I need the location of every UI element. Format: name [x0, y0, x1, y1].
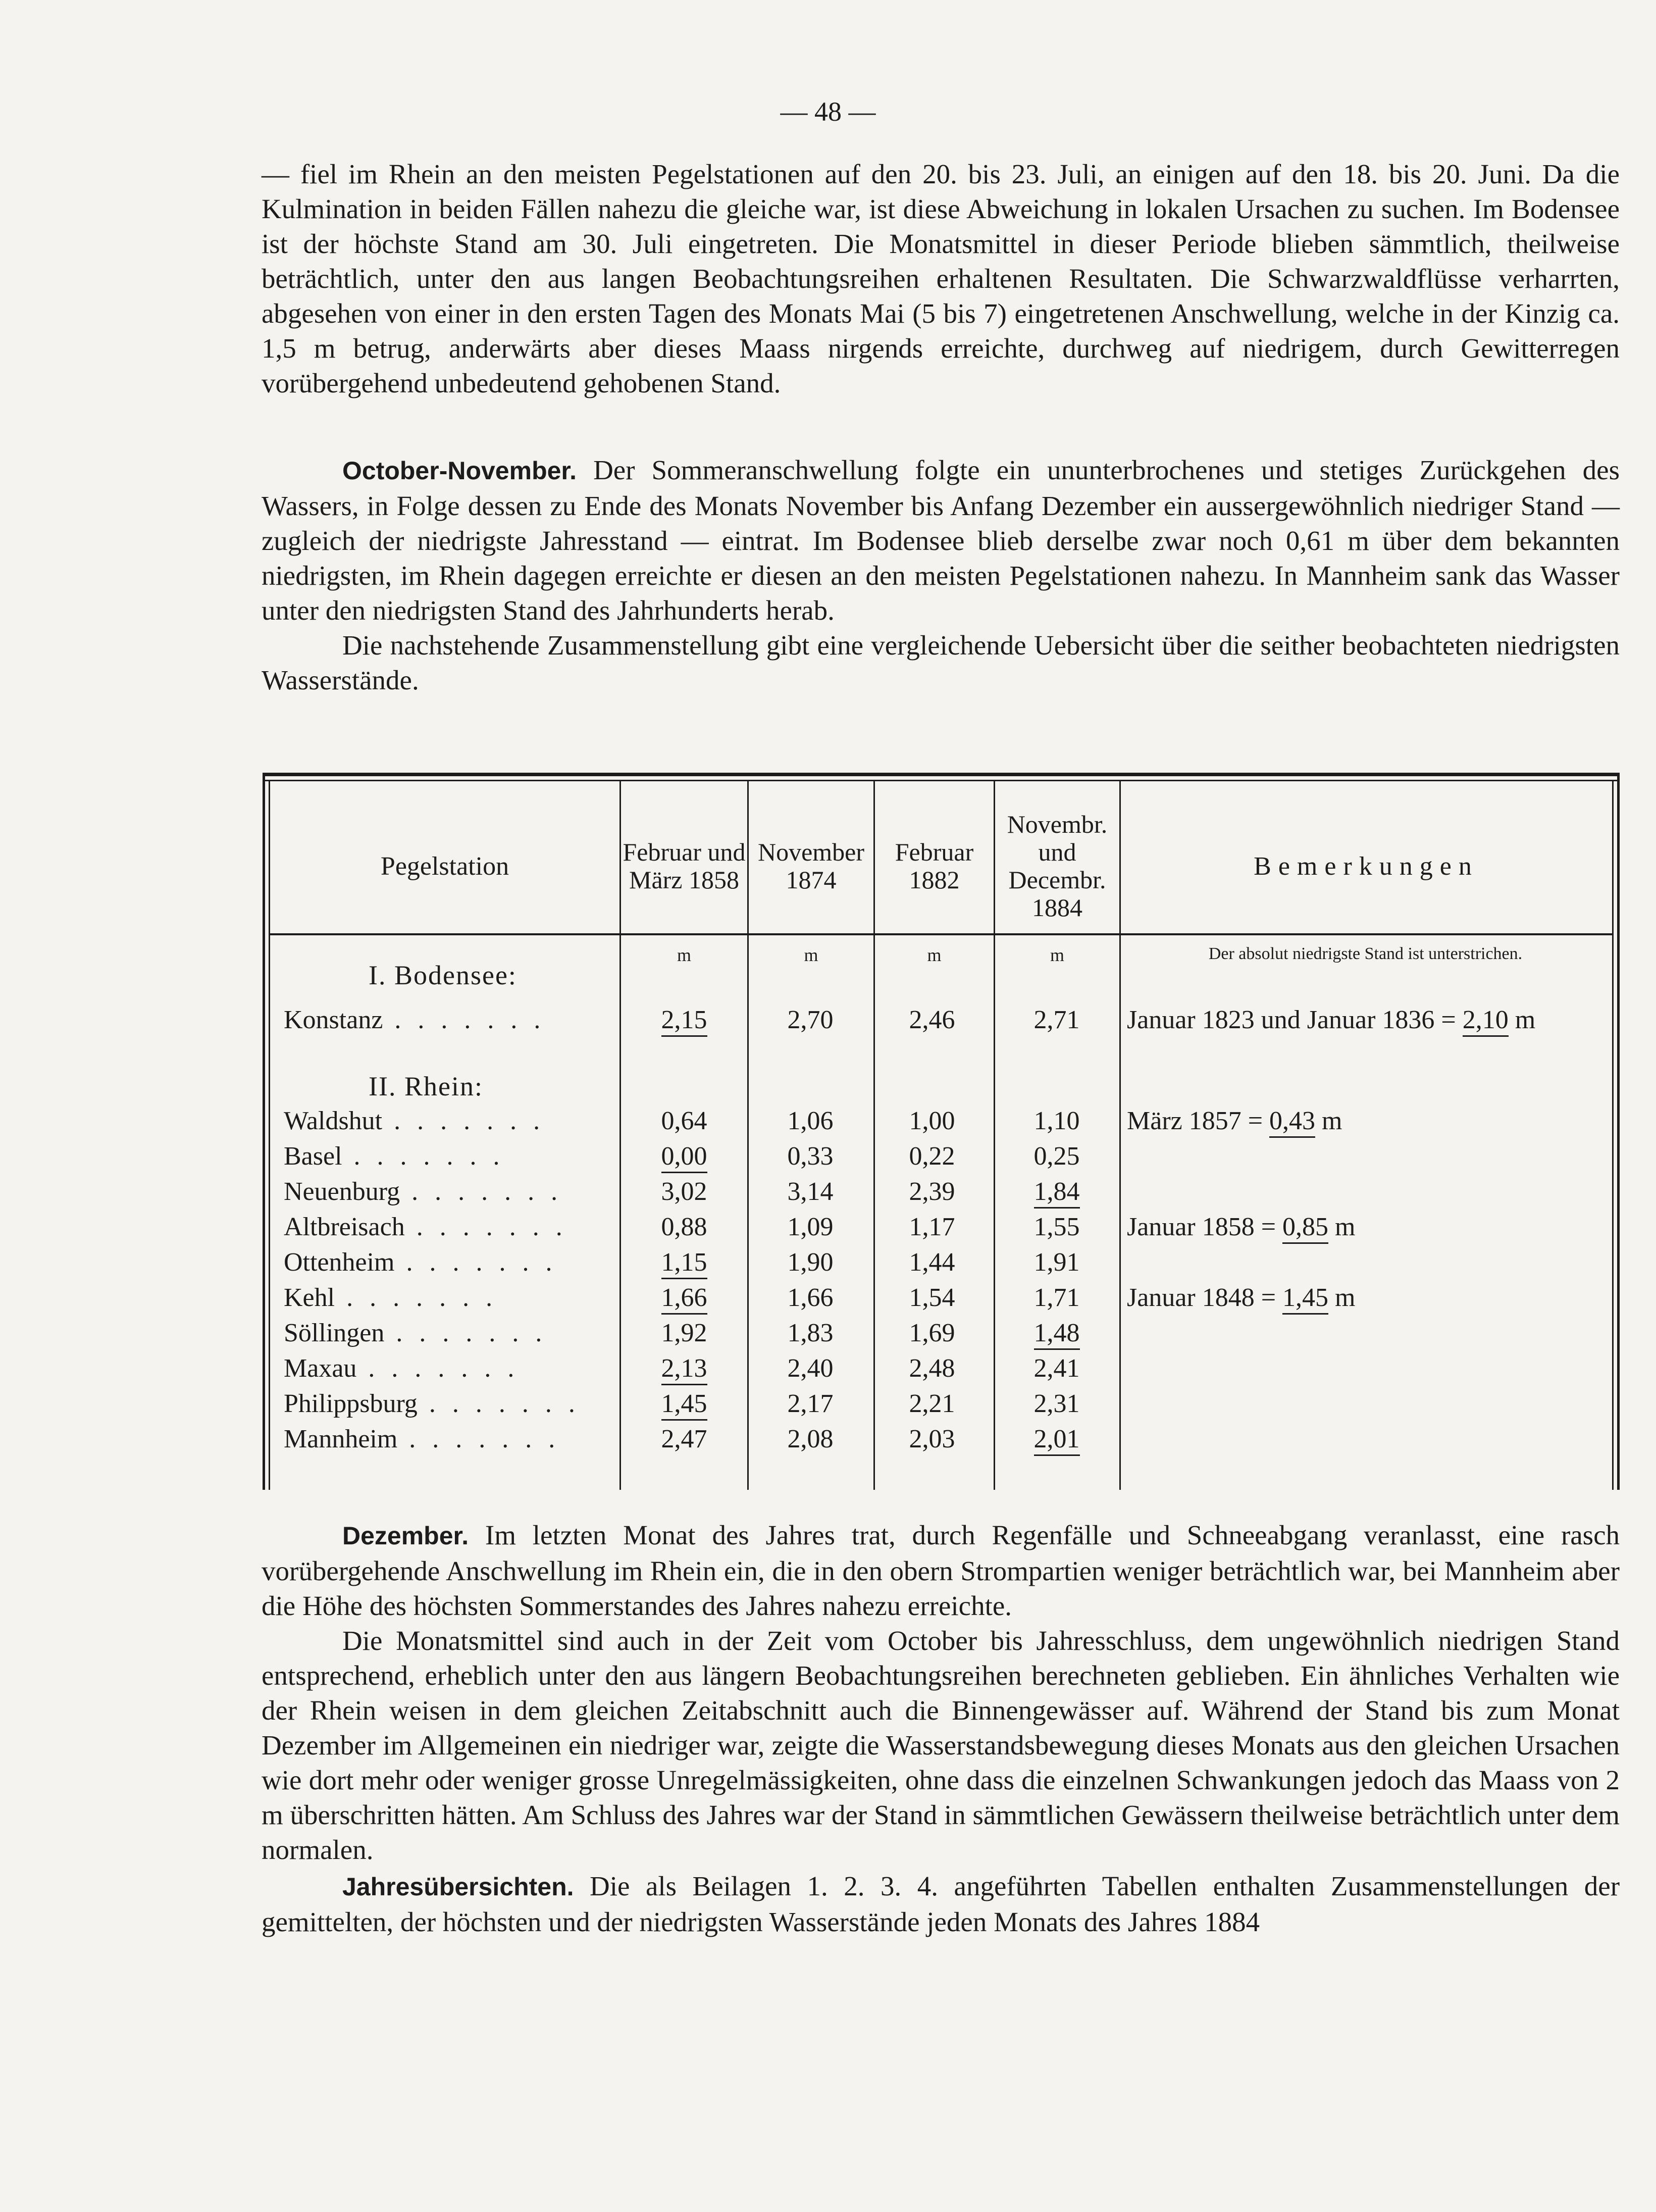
station-name: Neuenburg . . . . . . .	[284, 1177, 563, 1206]
value-cell: 1,90	[787, 1248, 834, 1277]
value-cell: 0,64	[661, 1107, 707, 1135]
unit-label: m	[804, 945, 818, 965]
value-cell: 1,91	[1033, 1248, 1080, 1277]
value-cell: 2,48	[909, 1354, 955, 1383]
paragraph-text: Die Monatsmittel sind auch in der Zeit vom October bis Jahresschluss, dem ungewöhnlich niedrigen Stand entsprechend, erheblich unter den aus längern Beobachtungsreihen berechneten geblieben. Ein ähnliches Verhalten wie der Rhein weisen in dem gleichen Zeitabschnitt auch die Binnengewässer auf. Während der Stand bis zum Monat Dezember im Allgemeinen ein niedriger war, zeigte die Wasserstandsbewegung dieses Monats aus den gleichen Ursachen wie dort mehr oder weniger grosse Unregelmässigkeiten, ohne dass die einzelnen Schwankungen jedoch das Maass von 2 m überschritten hätten. Am Schluss des Jahres war der Stand in sämmtlichen Gewässern theilweise beträchtlich unter dem normalen.	[262, 1625, 1620, 1865]
value-cell: 2,41	[1033, 1354, 1080, 1383]
value-cell: 1,10	[1033, 1107, 1080, 1135]
table-row	[263, 1353, 1620, 1389]
value-cell: 1,66	[619, 1283, 749, 1313]
paragraph-summer	[262, 157, 1620, 400]
station-name: Konstanz . . . . . . .	[284, 1006, 546, 1034]
value-cell: 1,15	[619, 1247, 749, 1277]
value-cell: 1,92	[661, 1319, 707, 1347]
header-col-1882: Februar 1882	[895, 838, 974, 894]
value-cell: 2,13	[619, 1353, 749, 1383]
value-cell: 3,14	[787, 1177, 834, 1206]
value-cell: 1,54	[909, 1283, 955, 1312]
value-cell: 2,08	[787, 1425, 834, 1453]
section-dezember	[262, 1518, 1620, 1867]
value-cell: 2,39	[909, 1177, 955, 1206]
remark-cell: Januar 1848 = 1,45 m	[1127, 1283, 1612, 1313]
remark-cell: Januar 1823 und Januar 1836 = 2,10 m	[1127, 1005, 1612, 1035]
table-row	[263, 1212, 1620, 1247]
paragraph-text: Die nachstehende Zusammenstellung gibt eine vergleichende Uebersicht über die seither beobachteten niedrigsten Wasserstände.	[262, 630, 1620, 695]
value-cell: 2,71	[1033, 1006, 1080, 1034]
value-cell: 2,31	[1033, 1389, 1080, 1418]
table-row	[263, 1177, 1620, 1212]
value-cell: 1,55	[1033, 1213, 1080, 1241]
station-name: Ottenheim . . . . . . .	[284, 1248, 557, 1277]
value-cell: 1,48	[992, 1318, 1121, 1348]
low-water-table	[263, 773, 1620, 1490]
table-row	[263, 1247, 1620, 1283]
station-name: Kehl . . . . . . .	[284, 1283, 498, 1312]
section-label-rhein: II. Rhein:	[369, 1071, 483, 1101]
remarks-note: Der absolut niedrigste Stand ist unterstrichen.	[1208, 944, 1523, 963]
value-cell: 1,83	[787, 1319, 834, 1347]
section-heading: October-November.	[342, 457, 577, 485]
value-cell: 0,22	[909, 1142, 955, 1171]
paragraph-text: — fiel im Rhein an den meisten Pegelstationen auf den 20. bis 23. Juli, an einigen auf den 18. bis 20. Juni. Da die Kulmination in beiden Fällen nahezu die gleiche war, ist diese Abweichung in lokalen Ursachen zu suchen. Im Bodensee ist der höchste Stand am 30. Juli eingetreten. Die Monatsmittel in dieser Periode blieben sämmtlich, theilweise beträchtlich, unter den aus langen Beobachtungsreihen erhaltenen Resultaten. Die Schwarzwaldflüsse verharrten, abgesehen von einer in den ersten Tagen des Monats Mai (5 bis 7) eingetretenen Anschwellung, welche in der Kinzig ca. 1,5 m betrug, anderwärts aber dieses Maass nirgends erreichte, durchweg auf niedrigem, durch Gewitterregen vorübergehend unbedeutend gehobenen Stand.	[262, 159, 1620, 398]
value-cell: 1,17	[909, 1213, 955, 1241]
value-cell: 1,71	[1033, 1283, 1080, 1312]
section-jahresuebersichten	[262, 1869, 1620, 1939]
table-row	[263, 1141, 1620, 1177]
value-cell: 2,47	[661, 1425, 707, 1453]
header-station: Pegelstation	[380, 851, 509, 881]
header-col-1874: November 1874	[757, 838, 865, 894]
value-cell: 1,44	[909, 1248, 955, 1277]
value-cell: 2,70	[787, 1006, 834, 1034]
value-cell: 2,21	[909, 1389, 955, 1418]
section-text: Die als Beilagen 1. 2. 3. 4. angeführten Tabellen enthalten Zusammenstellungen der gemittelten, der höchsten und der niedrigsten Wasserstände jeden Monats des Jahres 1884	[262, 1871, 1620, 1937]
value-cell: 3,02	[661, 1177, 707, 1206]
value-cell: 1,45	[619, 1389, 749, 1419]
value-cell: 0,88	[661, 1213, 707, 1241]
value-cell: 1,06	[787, 1107, 834, 1135]
table-row	[263, 1424, 1620, 1460]
table-row	[263, 1283, 1620, 1318]
value-cell: 1,00	[909, 1107, 955, 1135]
section-text: Im letzten Monat des Jahres trat, durch Regenfälle und Schneeabgang veranlasst, eine rasch vorübergehende Anschwellung im Rhein ein, die in den obern Strompartien weniger beträchtlich war, bei Mannheim aber die Höhe des höchsten Sommerstandes des Jahres nahezu erreichte.	[262, 1520, 1620, 1621]
table-row	[263, 1389, 1620, 1424]
table-row	[263, 1005, 1620, 1040]
unit-label: m	[677, 945, 691, 965]
value-cell: 1,66	[787, 1283, 834, 1312]
value-cell: 0,33	[787, 1142, 834, 1171]
unit-label: m	[927, 945, 942, 965]
table-row	[263, 1106, 1620, 1141]
section-text: Der Sommeranschwellung folgte ein ununterbrochenes und stetiges Zurückgehen des Wassers, in Folge dessen zu Ende des Monats November bis Anfang Dezember ein aussergewöhnlich niedriger Stand — zugleich der niedrigste Jahresstand — eintrat. Im Bodensee blieb derselbe zwar noch 0,61 m über dem bekannten niedrigsten, im Rhein dagegen erreichte er diesen an den meisten Pegelstationen nahezu. In Mannheim sank das Wasser unter den niedrigsten Stand des Jahrhunderts herab.	[262, 455, 1620, 626]
station-name: Altbreisach . . . . . . .	[284, 1213, 567, 1241]
header-col-1858: Februar und März 1858	[623, 838, 746, 894]
station-name: Basel . . . . . . .	[284, 1142, 505, 1171]
header-remarks: Bemerkungen	[1254, 851, 1479, 881]
value-cell: 2,17	[787, 1389, 834, 1418]
section-label-bodensee: I. Bodensee:	[369, 960, 517, 990]
station-name: Philippsburg . . . . . . .	[284, 1389, 580, 1418]
value-cell: 1,09	[787, 1213, 834, 1241]
value-cell: 2,46	[909, 1006, 955, 1034]
remark-cell: Januar 1858 = 0,85 m	[1127, 1212, 1612, 1242]
unit-label: m	[1050, 945, 1064, 965]
section-heading: Dezember.	[342, 1522, 469, 1550]
station-name: Waldshut . . . . . . .	[284, 1107, 545, 1135]
value-cell: 2,01	[992, 1424, 1121, 1454]
remark-cell: März 1857 = 0,43 m	[1127, 1106, 1612, 1136]
value-cell: 1,69	[909, 1319, 955, 1347]
value-cell: 2,15	[619, 1005, 749, 1035]
section-heading: Jahresübersichten.	[342, 1873, 574, 1901]
page-number: — 48 —	[780, 96, 876, 127]
table-row	[263, 1318, 1620, 1353]
value-cell: 0,00	[619, 1141, 749, 1171]
value-cell: 0,25	[1033, 1142, 1080, 1171]
value-cell: 2,40	[787, 1354, 834, 1383]
value-cell: 2,03	[909, 1425, 955, 1453]
header-col-1884: Novembr. und Decembr. 1884	[1007, 810, 1108, 922]
section-october-november	[262, 453, 1620, 697]
station-name: Söllingen . . . . . . .	[284, 1319, 547, 1347]
station-name: Maxau . . . . . . .	[284, 1354, 520, 1383]
value-cell: 1,84	[992, 1177, 1121, 1206]
station-name: Mannheim . . . . . . .	[284, 1425, 560, 1453]
